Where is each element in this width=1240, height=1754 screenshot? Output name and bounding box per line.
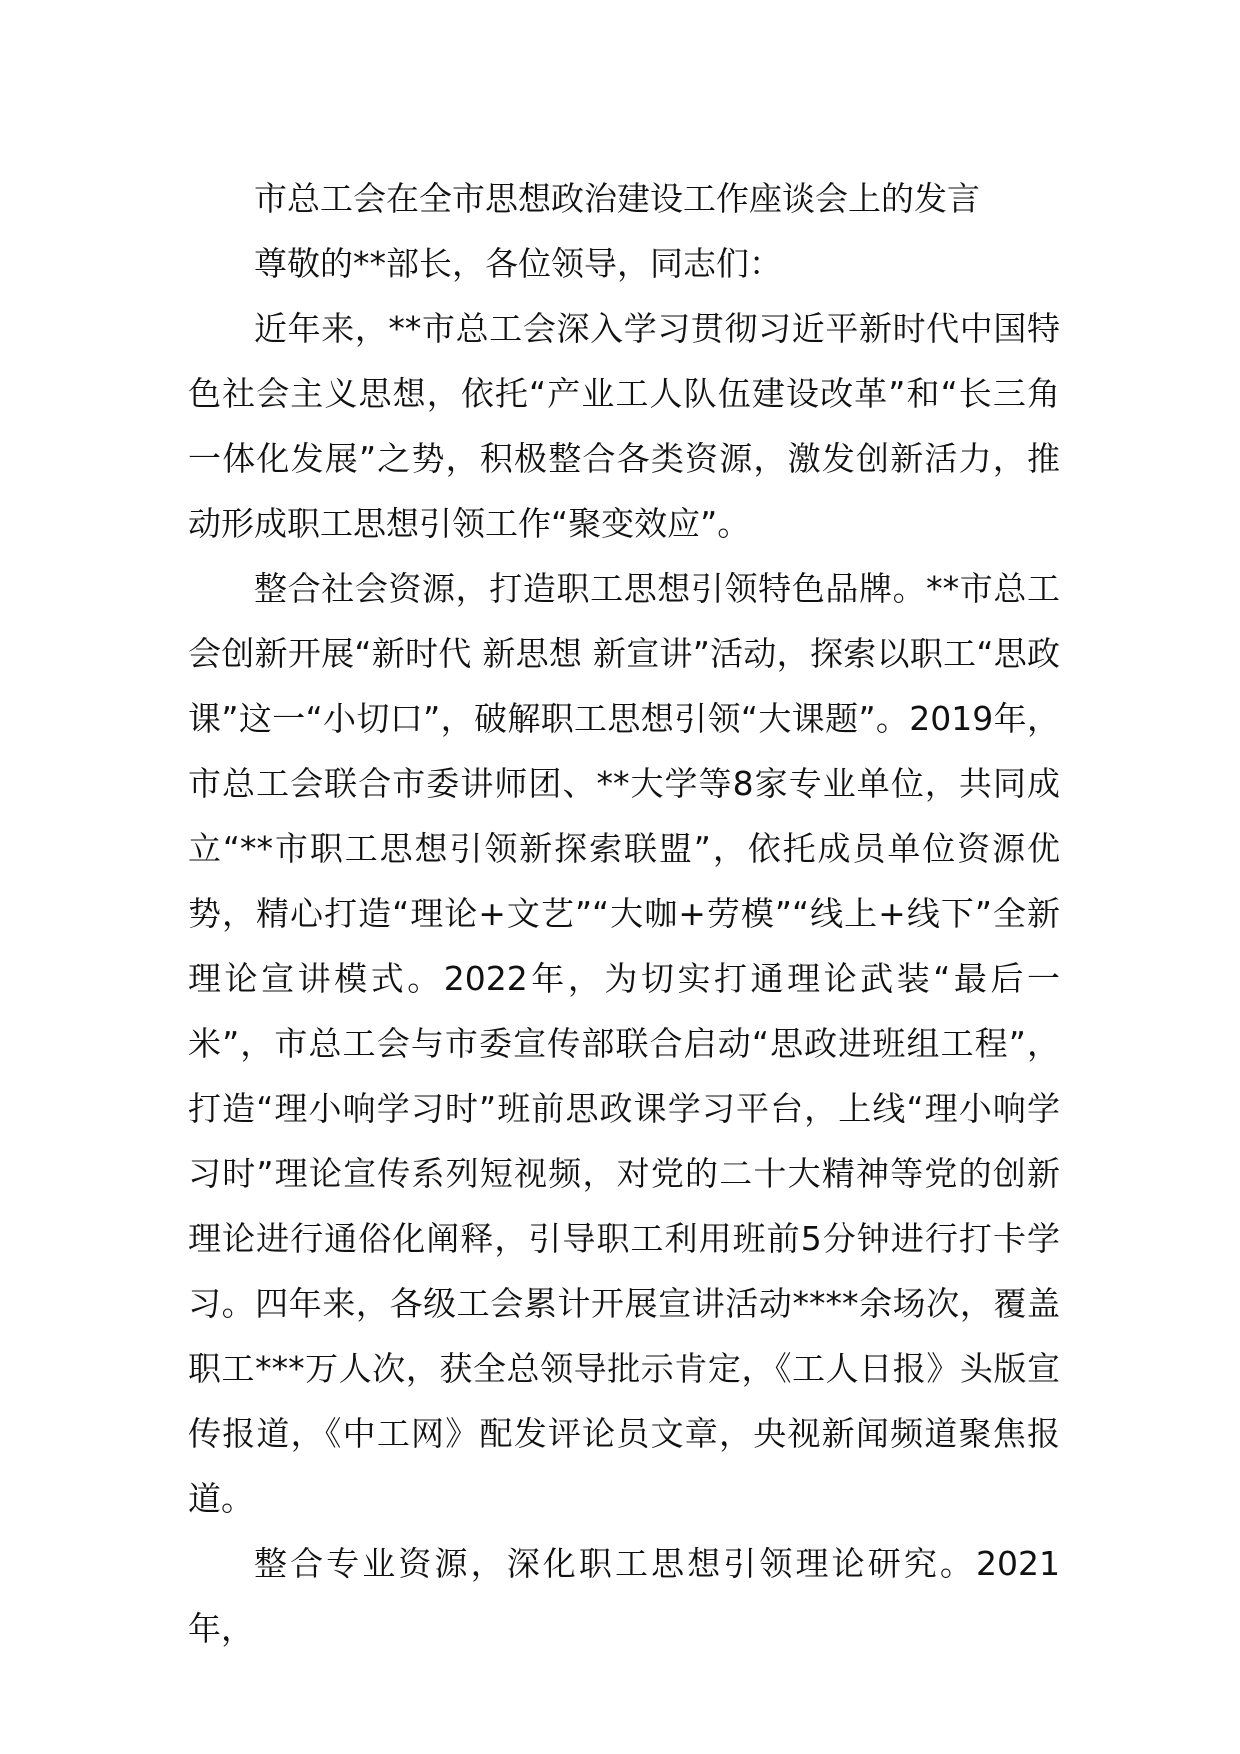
paragraph-social-resources: 整合社会资源，打造职工思想引领特色品牌。**市总工会创新开展“新时代 新思想 新宣讲”活动，探索以职工“思政课”这一“小切口”，破解职工思想引领“大课题”。2019年，市总工会联合市委讲师团、**大学等8家专业单位，共同成立“**市职工思想引领新探索联盟”，依托成员单位资源优势，精心打造“理论+文艺”“大咖+劳模”“线上+线下”全新理论宣讲模式。2022年，为切实打通理论武装“最后一米”，市总工会与市委宣传部联合启动“思政进班组工程”，打造“理小响学习时”班前思政课学习平台，上线“理小响学习时”理论宣传系列短视频，对党的二十大精神等党的创新理论进行通俗化阐释，引导职工利用班前5分钟进行打卡学习。四年来，各级工会累计开展宣讲活动****余场次，覆盖职工***万人次，获全总领导批示肯定，《工人日报》头版宣传报道，《中工网》配发评论员文章，央视新闻频道聚焦报道。	[188, 569, 1060, 1518]
document-body	[188, 166, 1060, 1661]
document-title: 市总工会在全市思想政治建设工作座谈会上的发言	[254, 179, 980, 218]
salutation: 尊敬的**部长，各位领导，同志们：	[254, 244, 782, 283]
paragraph-intro: 近年来，**市总工会深入学习贯彻习近平新时代中国特色社会主义思想，依托“产业工人队伍建设改革”和“长三角一体化发展”之势，积极整合各类资源，激发创新活力，推动形成职工思想引领工作“聚变效应”。	[188, 309, 1060, 543]
paragraph-professional-resources: 整合专业资源，深化职工思想引领理论研究。2021年，	[188, 1544, 1060, 1648]
